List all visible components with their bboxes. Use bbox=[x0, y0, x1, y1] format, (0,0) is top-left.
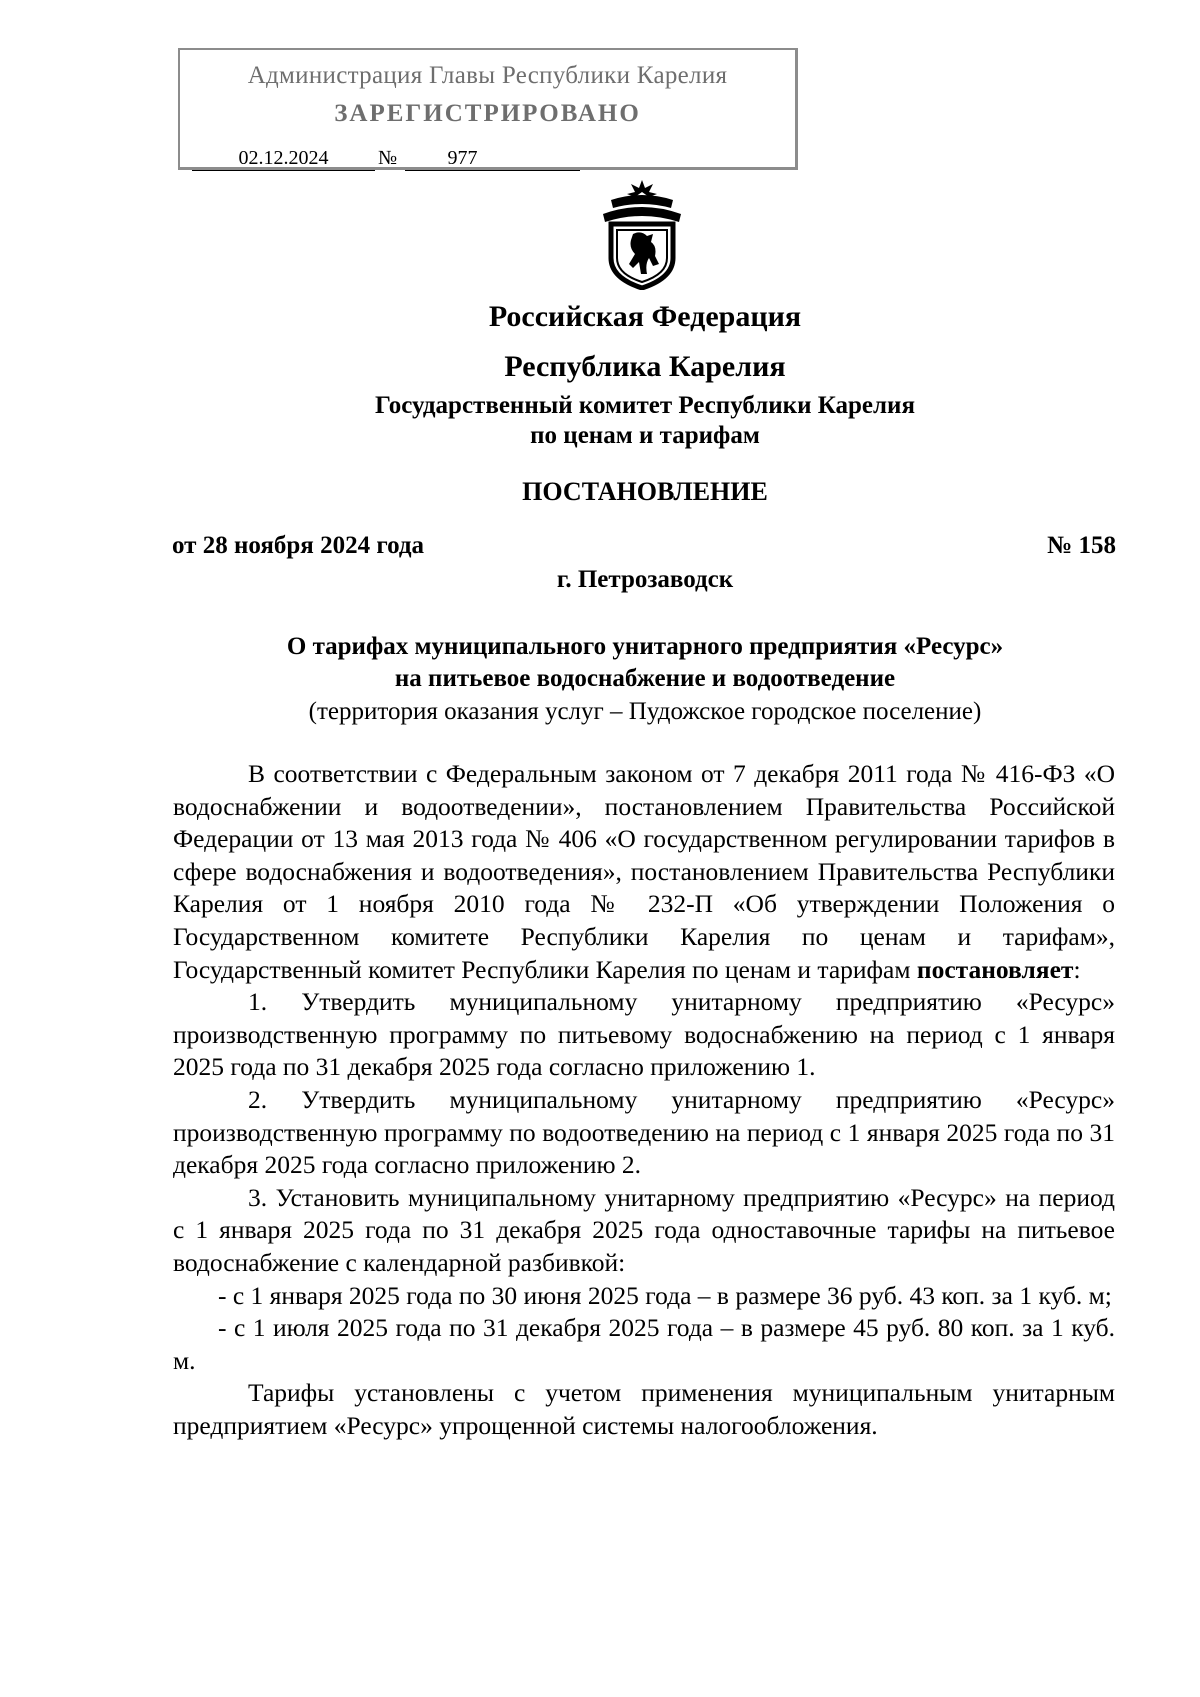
stamp-organization: Администрация Главы Республики Карелия bbox=[247, 62, 728, 89]
tax-note: Тарифы установлены с учетом применения муниципальным унитарным предприятием «Ресурс» упрощенной системы налогообложения. bbox=[173, 1378, 1115, 1440]
stamp-number-sign: № bbox=[378, 147, 398, 169]
subject-line1: О тарифах муниципального унитарного предприятия «Ресурс» bbox=[286, 633, 1004, 660]
header-committee-line2: по ценам и тарифам bbox=[530, 422, 760, 449]
subject-line3: (территория оказания услуг – Пудожское городское поселение) bbox=[308, 698, 982, 725]
subject-line2: на питьевое водоснабжение и водоотведение bbox=[394, 665, 896, 692]
tariff-period-2: - с 1 июля 2025 года по 31 декабря 2025 года – в размере 45 руб. 80 коп. за 1 куб. м. bbox=[173, 1313, 1115, 1375]
preamble-text: В соответствии с Федеральным законом от 7 декабря 2011 года № 416-ФЗ «О водоснабжении и водоотведении», постановлением Правительства Российской Федерации от 13 мая 2013 года № 406 «О государственном регулировании тарифов в сфере водоснабжения и водоотведения», постановлением Правительства Республики Карелия от 1 ноября 2010 года № 232-П «Об утверждении Положения о Государственном комитете Республики Карелия по ценам и тарифам», Государственный комитет Республики Карелия по ценам и тарифам bbox=[173, 759, 1115, 984]
resolves-colon: : bbox=[1073, 954, 1081, 984]
header-republic: Республика Карелия bbox=[504, 350, 786, 383]
document-number: № 158 bbox=[1047, 532, 1116, 559]
item-3: 3. Установить муниципальному унитарному предприятию «Ресурс» на период с 1 января 2025 года по 31 декабря 2025 года одноставочные тарифы на питьевое водоснабжение с календарной разбивкой: bbox=[173, 1182, 1115, 1277]
registration-stamp bbox=[178, 48, 798, 170]
header-committee-line1: Государственный комитет Республики Карелия bbox=[375, 392, 915, 419]
stamp-status: ЗАРЕГИСТРИРОВАНО bbox=[334, 100, 641, 127]
stamp-number: 977 bbox=[405, 146, 580, 171]
document-date: от 28 ноября 2024 года bbox=[172, 532, 424, 559]
item-2: 2. Утвердить муниципальному унитарному предприятию «Ресурс» производственную программу по водоотведению на период с 1 января 2025 года по 31 декабря 2025 года согласно приложению 2. bbox=[173, 1084, 1115, 1180]
document-body bbox=[173, 758, 1115, 1442]
item-1: 1. Утвердить муниципальному унитарному предприятию «Ресурс» производственную программу по питьевому водоснабжению на период с 1 января 2025 года по 31 декабря 2025 года согласно приложению 1. bbox=[173, 987, 1115, 1082]
tariff-period-1: - с 1 января 2025 года по 30 июня 2025 года – в размере 36 руб. 43 коп. за 1 куб. м; bbox=[218, 1280, 1112, 1310]
preamble-paragraph bbox=[173, 758, 1115, 986]
document-city: г. Петрозаводск bbox=[556, 566, 734, 593]
document-type: ПОСТАНОВЛЕНИЕ bbox=[522, 477, 768, 506]
stamp-date: 02.12.2024 bbox=[192, 146, 375, 171]
header-federation: Российская Федерация bbox=[488, 300, 802, 333]
karelia-coat-of-arms-icon bbox=[597, 178, 687, 290]
resolves-word: постановляет bbox=[916, 954, 1074, 984]
